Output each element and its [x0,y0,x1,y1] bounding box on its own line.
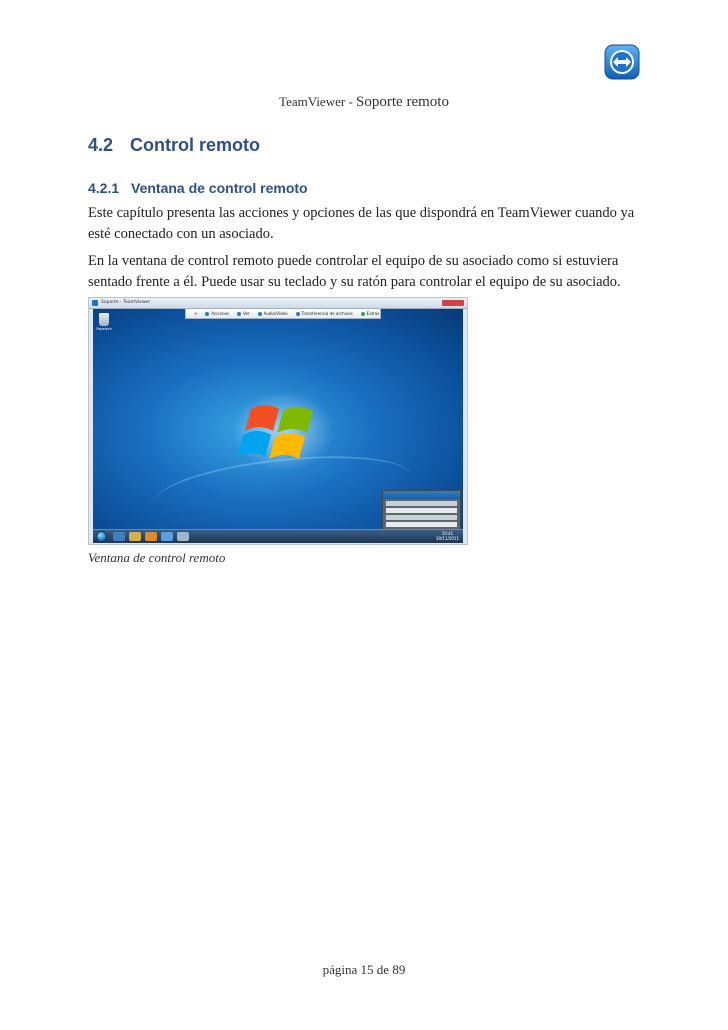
toolbar-item-audio-video: Audio/Vídeo [258,311,288,316]
remote-desktop [93,309,463,529]
header-brand: TeamViewer [279,94,346,109]
screenshot-titlebar [89,298,467,309]
teamviewer-logo-icon [604,44,640,80]
screenshot-window-title: Soporte - TeamViewer [101,300,151,305]
taskbar-media-icon [145,532,157,541]
taskbar-teamviewer-icon [161,532,173,541]
remote-control-screenshot [88,297,468,545]
window-buttons [442,300,464,306]
subsection-number: 4.2.1 [88,180,120,196]
taskbar [93,529,463,543]
start-orb-icon [96,531,107,542]
windows-logo-icon [233,391,333,473]
recycle-bin-icon [97,313,111,331]
close-icon: ✕ [194,311,198,316]
toolbar-item-extras: Extras [361,311,380,316]
taskbar-ie-icon [113,532,125,541]
paragraph-remote-control: En la ventana de control remoto puede controlar el equipo de su asociado como si estuviera sentado frente a él. Puede usar su teclado y su ratón para controlar el equipo de su asociado. [88,253,621,290]
figure-caption: Ventana de control remoto [88,550,226,565]
section-heading [88,135,260,156]
subsection-title: Ventana de control remoto [131,180,308,196]
toolbar-item-ver: Ver [237,311,250,316]
section-title: Control remoto [130,135,260,155]
page-header [0,94,728,111]
recycle-bin-label: Papelera [96,327,112,331]
taskbar-folder-icon [129,532,141,541]
taskbar-app-icon [177,532,189,541]
page-number: página 15 de 89 [322,962,406,977]
toolbar-item-acciones: Acciones [205,311,229,316]
paragraph-intro: Este capítulo presenta las acciones y opciones de las que dispondrá en TeamViewer cuando ya esté conectado con un asociado. [88,205,635,242]
teamviewer-mini-icon [92,300,98,306]
taskbar-clock: 10:41 30/11/2011 [435,531,459,541]
subsection-heading [88,180,308,196]
teamviewer-side-panel [382,490,461,529]
toolbar-item-transferencia: Transferencia de archivos [296,311,353,316]
header-separator: - [345,94,357,109]
header-section: Soporte remoto [356,94,449,110]
teamviewer-toolbar [185,309,381,319]
section-number: 4.2 [88,135,114,155]
